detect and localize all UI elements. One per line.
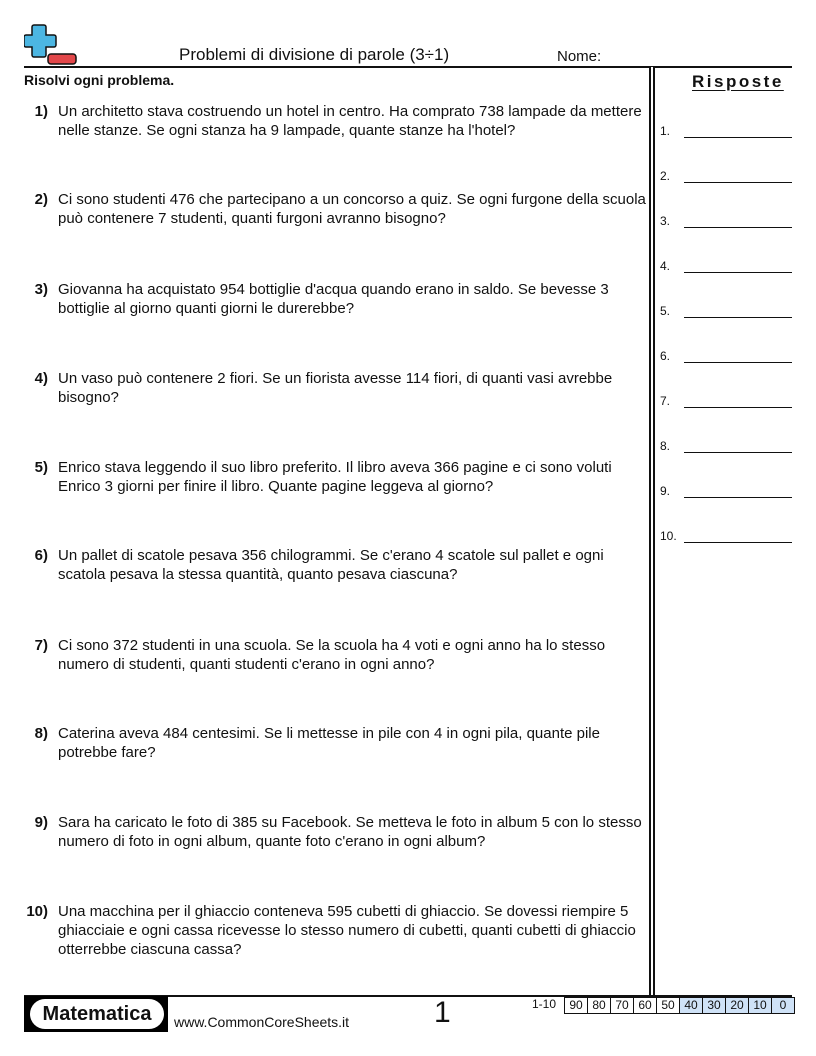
answers-title: Risposte bbox=[692, 72, 784, 91]
problem-text: Una macchina per il ghiaccio conteneva 595 cubetti di ghiaccio. Se dovessi riempire 5 ghiacciaie e ogni cassa ricevesse lo stesso numero di cubetti, quanti cubetti di ghiaccio otterrebbe ciascuna cassa? bbox=[58, 903, 636, 958]
problem-text: Enrico stava leggendo il suo libro preferito. Il libro aveva 366 pagine e ci sono voluti Enrico 3 giorni per finire il libro. Quante pagine leggeva al giorno? bbox=[58, 459, 612, 495]
problem-text: Un vaso può contenere 2 fiori. Se un fiorista avesse 114 fiori, di quanti vasi avrebbe bisogno? bbox=[58, 370, 613, 406]
problem-number: 6) bbox=[34, 547, 48, 564]
problem-text: Un architetto stava costruendo un hotel in centro. Ha comprato 738 lampade da mettere nelle stanze. Se ogni stanza ha 9 lampade, quante stanze ha l'hotel? bbox=[58, 103, 642, 139]
score-cell: 20 bbox=[726, 998, 749, 1014]
answer-field[interactable] bbox=[660, 480, 792, 500]
score-cell: 30 bbox=[703, 998, 726, 1014]
problem-number: 5) bbox=[34, 459, 48, 476]
answer-field[interactable] bbox=[660, 435, 792, 455]
problem-number: 3) bbox=[34, 281, 48, 298]
problem-text: Caterina aveva 484 centesimi. Se li mettesse in pile con 4 in ogni pila, quante pile potrebbe fare? bbox=[58, 725, 600, 761]
answer-label: 4. bbox=[660, 259, 671, 273]
problem-number: 2) bbox=[34, 191, 48, 208]
name-label: Nome: bbox=[557, 48, 602, 65]
answer-line[interactable] bbox=[684, 362, 792, 363]
problem-text: Un pallet di scatole pesava 356 chilogrammi. Se c'erano 4 scatole sul pallet e ogni scatola pesava la stessa quantità, quanto pesava ciascuna? bbox=[58, 547, 604, 583]
answer-label: 7. bbox=[660, 394, 671, 408]
column-divider bbox=[649, 67, 655, 997]
answer-line[interactable] bbox=[684, 272, 792, 273]
page-title: Problemi di divisione di parole (3÷1) bbox=[179, 45, 450, 64]
answer-label: 3. bbox=[660, 214, 671, 228]
answer-label: 6. bbox=[660, 349, 671, 363]
answer-line[interactable] bbox=[684, 137, 792, 138]
problem-number: 9) bbox=[34, 814, 48, 831]
answer-field[interactable] bbox=[660, 390, 792, 410]
score-cell: 60 bbox=[634, 998, 657, 1014]
answer-label: 5. bbox=[660, 304, 671, 318]
answer-field[interactable] bbox=[660, 210, 792, 230]
score-cell: 90 bbox=[565, 998, 588, 1014]
header-rule bbox=[24, 66, 792, 68]
answer-label: 2. bbox=[660, 169, 671, 183]
answer-label: 8. bbox=[660, 439, 671, 453]
problem-text: Sara ha caricato le foto di 385 su Facebook. Se metteva le foto in album 5 con lo stesso numero di foto in ogni album, quante foto c'erano in ogni album? bbox=[58, 814, 642, 850]
problem-number: 8) bbox=[34, 725, 48, 742]
answer-line[interactable] bbox=[684, 317, 792, 318]
answer-line[interactable] bbox=[684, 542, 792, 543]
site-url: www.CommonCoreSheets.it bbox=[174, 1014, 350, 1030]
answer-field[interactable] bbox=[660, 165, 792, 185]
answer-field[interactable] bbox=[660, 525, 792, 545]
problem-number: 4) bbox=[34, 370, 48, 387]
answer-line[interactable] bbox=[684, 497, 792, 498]
score-cell: 70 bbox=[611, 998, 634, 1014]
answer-field[interactable] bbox=[660, 120, 792, 140]
answer-field[interactable] bbox=[660, 345, 792, 365]
problem-number: 7) bbox=[34, 637, 48, 654]
score-range-label: 1-10 bbox=[532, 997, 557, 1011]
score-cell: 50 bbox=[657, 998, 680, 1014]
answer-field[interactable] bbox=[660, 300, 792, 320]
score-cell: 80 bbox=[588, 998, 611, 1014]
plus-minus-logo-icon bbox=[24, 24, 80, 68]
page-number: 1 bbox=[434, 996, 451, 1029]
answer-label: 1. bbox=[660, 124, 671, 138]
answer-field[interactable] bbox=[660, 255, 792, 275]
problem-text: Ci sono 372 studenti in una scuola. Se la scuola ha 4 voti e ogni anno ha lo stesso numero di studenti, quanti studenti c'erano in ogni anno? bbox=[58, 637, 606, 673]
answer-line[interactable] bbox=[684, 407, 792, 408]
score-cell: 40 bbox=[680, 998, 703, 1014]
score-cell: 0 bbox=[772, 998, 795, 1014]
answer-label: 10. bbox=[660, 529, 677, 543]
score-table bbox=[564, 997, 795, 1014]
instructions: Risolvi ogni problema. bbox=[24, 72, 175, 88]
answer-line[interactable] bbox=[684, 227, 792, 228]
score-cell: 10 bbox=[749, 998, 772, 1014]
answer-line[interactable] bbox=[684, 182, 792, 183]
problem-text: Ci sono studenti 476 che partecipano a un concorso a quiz. Se ogni furgone della scuola può contenere 7 studenti, quanti furgoni avranno bisogno? bbox=[58, 191, 646, 227]
problem-number: 1) bbox=[34, 103, 48, 120]
problem-text: Giovanna ha acquistato 954 bottiglie d'acqua quando erano in saldo. Se bevesse 3 bottiglie al giorno quanti giorni le durerebbe? bbox=[58, 281, 609, 317]
problem-number: 10) bbox=[26, 903, 48, 920]
brand-label: Matematica bbox=[30, 999, 164, 1029]
answer-line[interactable] bbox=[684, 452, 792, 453]
answer-label: 9. bbox=[660, 484, 671, 498]
